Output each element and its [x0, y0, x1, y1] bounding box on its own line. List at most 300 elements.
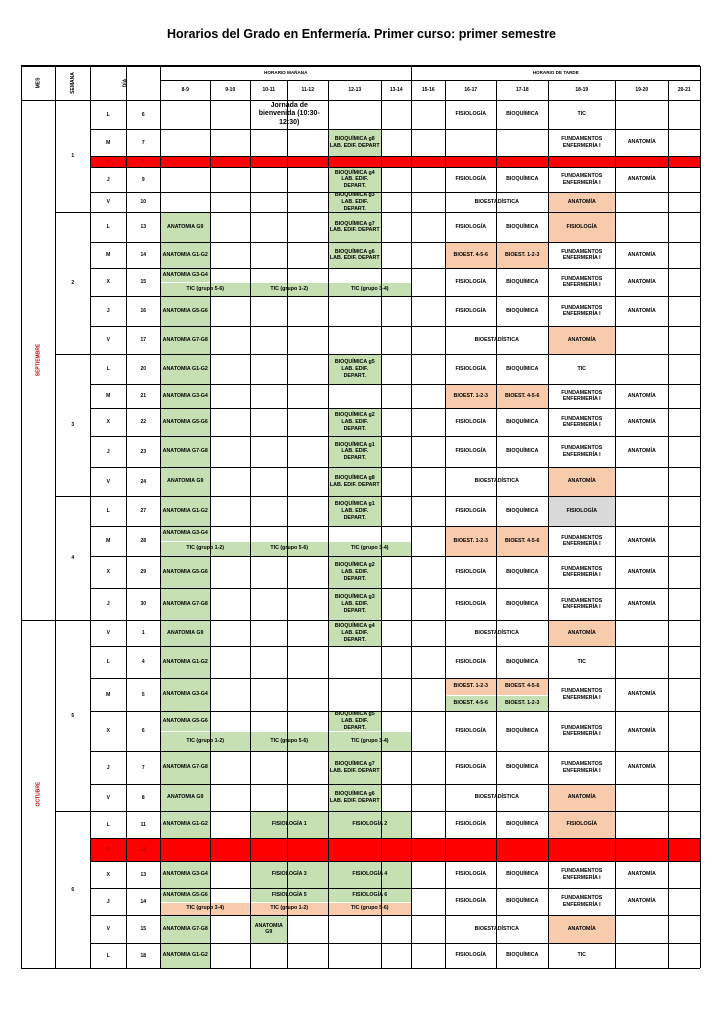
class-entry: BIOQUÍMICA g8 LAB. EDIF. DEPART — [329, 130, 382, 157]
class-entry: TIC — [577, 365, 587, 372]
class-entry: ANATOMÍA — [549, 785, 616, 812]
class-entry: FISIOLOGÍA — [455, 821, 487, 828]
holiday-bar — [161, 839, 701, 862]
row-line — [90, 556, 700, 557]
row-line — [90, 888, 700, 889]
class-entry: TIC (grupo 1-2) — [251, 283, 329, 297]
day-letter: J — [106, 764, 110, 771]
slot-header: 8-9 — [181, 87, 189, 94]
class-entry: BIOQUÍMICA — [506, 223, 539, 230]
class-entry: TIC (grupo 5-6) — [329, 903, 412, 916]
class-entry: FISIOLOGÍA — [455, 418, 487, 425]
class-entry: ANATOMÍA — [627, 392, 656, 399]
class-entry: ANATOMIA G9 — [161, 213, 211, 243]
day-number: 10 — [140, 199, 147, 206]
week-number: 4 — [71, 555, 75, 562]
class-entry: BIOQUÍMICA — [506, 418, 539, 425]
slot-header: 16-17 — [464, 87, 478, 94]
slot-header: 15-16 — [421, 87, 435, 94]
class-entry: ANATOMIA G3-G4 — [161, 862, 211, 889]
row-line — [90, 751, 700, 752]
class-entry: ANATOMÍA — [627, 568, 656, 575]
class-entry: FISIOLOGÍA — [455, 898, 487, 905]
day-letter: X — [106, 871, 110, 878]
row-line — [90, 968, 700, 969]
class-entry: ANATOMÍA — [627, 307, 656, 314]
row-line — [90, 212, 700, 213]
class-entry: BIOQUÍMICA — [506, 365, 539, 372]
class-entry: BIOQUÍMICA — [506, 568, 539, 575]
day-number: 13 — [140, 224, 147, 231]
row-line — [90, 156, 700, 157]
class-entry: BIOESTADÍSTICA — [474, 925, 519, 932]
class-entry: BIOQUÍMICA g6 LAB. EDIF. DEPART — [329, 243, 382, 269]
class-entry: FISIOLOGÍA — [455, 223, 487, 230]
class-entry: BIOEST. 4-5-6 — [497, 679, 549, 696]
day-number: 17 — [140, 337, 147, 344]
day-letter: L — [106, 659, 110, 666]
header-line — [160, 80, 700, 81]
day-header: DÍA — [122, 78, 128, 88]
class-entry: BIOQUÍMICA g3 LAB. EDIF. DEPART. — [329, 589, 382, 621]
day-number: 24 — [140, 478, 147, 485]
class-entry: ANATOMIA G1-G2 — [161, 355, 211, 385]
class-entry: FISIOLOGÍA — [455, 448, 487, 455]
day-number: 7 — [141, 764, 145, 771]
class-entry: ANATOMÍA — [627, 251, 656, 258]
day-letter: V — [106, 630, 110, 637]
month-line — [21, 968, 55, 969]
day-letter: V — [106, 199, 110, 206]
row-line — [90, 129, 700, 130]
row-line — [90, 384, 700, 385]
class-entry: FISIOLOGÍA — [455, 871, 487, 878]
class-entry: FISIOLOGÍA 3 — [251, 862, 329, 889]
day-number: 27 — [140, 508, 147, 515]
week-line — [55, 496, 90, 497]
week-header: SEMANA — [69, 72, 76, 94]
column-line — [700, 66, 701, 968]
class-entry: ANATOMÍA — [549, 468, 616, 497]
week-line — [55, 620, 90, 621]
week-line — [55, 968, 90, 969]
column-line — [445, 80, 446, 968]
row-line — [90, 678, 700, 679]
week-line — [55, 811, 90, 812]
class-entry: ANATOMIA G1-G2 — [161, 497, 211, 527]
class-entry: FISIOLOGÍA 4 — [329, 862, 412, 889]
row-line — [90, 711, 700, 712]
class-entry: TIC — [577, 111, 587, 118]
class-entry: FUNDAMENTOS ENFERMERÍA I — [561, 445, 603, 458]
slot-header: 18-19 — [575, 87, 589, 94]
class-entry: ANATOMIA G3-G4 — [161, 679, 211, 712]
class-entry: FUNDAMENTOS ENFERMERÍA I — [561, 761, 603, 774]
day-number: 29 — [140, 569, 147, 576]
class-entry: BIOEST. 4-5-6 — [497, 385, 549, 409]
class-entry: FISIOLOGÍA — [549, 213, 616, 243]
class-entry: BIOQUÍMICA g5 LAB. EDIF. DEPART. — [329, 712, 382, 732]
column-line — [328, 80, 329, 968]
table-top-border — [21, 66, 700, 67]
class-entry: Jornada de bienvenida (10:30-12:30) — [258, 101, 320, 127]
day-letter: L — [106, 821, 110, 828]
class-entry: ANATOMIA G5-G6 — [161, 889, 211, 903]
class-entry: ANATOMÍA — [627, 418, 656, 425]
row-line — [90, 296, 700, 297]
day-number: 12 — [127, 839, 161, 862]
class-entry: BIOQUÍMICA — [506, 278, 539, 285]
class-entry: FUNDAMENTOS ENFERMERÍA I — [561, 173, 603, 186]
class-entry: BIOQUÍMICA — [506, 952, 539, 959]
class-entry: BIOEST. 4-5-6 — [497, 527, 549, 557]
day-letter: V — [106, 478, 110, 485]
day-number: 20 — [140, 366, 147, 373]
class-entry: ANATOMÍA — [549, 193, 616, 213]
class-entry: TIC (grupo 1-2) — [161, 732, 251, 752]
class-entry: FISIOLOGÍA 1 — [251, 812, 329, 839]
class-entry: BIOESTADÍSTICA — [474, 336, 519, 343]
slot-header: 19-20 — [635, 87, 649, 94]
class-entry: TIC (grupo 3-4) — [161, 903, 251, 916]
class-entry: ANATOMIA G7-G8 — [161, 589, 211, 621]
class-entry: FISIOLOGÍA — [455, 111, 487, 118]
row-line — [90, 861, 700, 862]
day-number: 23 — [140, 448, 147, 455]
day-number: 14 — [140, 252, 147, 259]
class-entry: FISIOLOGÍA — [455, 600, 487, 607]
day-number: 30 — [140, 601, 147, 608]
column-line — [126, 66, 127, 968]
row-line — [90, 242, 700, 243]
class-entry: BIOESTADÍSTICA — [474, 629, 519, 636]
row-line — [90, 268, 700, 269]
class-entry: ANATOMÍA — [627, 691, 656, 698]
class-entry: FUNDAMENTOS ENFERMERÍA I — [561, 565, 603, 579]
class-entry: FISIOLOGÍA — [455, 507, 487, 514]
row-line — [90, 646, 700, 647]
class-entry: ANATOMIA G9 — [161, 785, 211, 812]
class-entry: FISIOLOGÍA 2 — [329, 812, 412, 839]
class-entry: BIOQUÍMICA g7 LAB. EDIF. DEPART — [329, 752, 382, 785]
class-entry: BIOQUÍMICA — [506, 448, 539, 455]
class-entry: BIOQUÍMICA — [506, 507, 539, 514]
day-letter: X — [106, 569, 110, 576]
row-line — [90, 838, 700, 839]
class-entry: TIC (grupo 3-4) — [329, 542, 412, 557]
class-entry: ANATOMIA G1-G2 — [161, 812, 211, 839]
class-entry: BIOQUÍMICA — [506, 821, 539, 828]
class-entry: BIOESTADÍSTICA — [474, 198, 519, 205]
row-line — [90, 408, 700, 409]
class-entry: FUNDAMENTOS ENFERMERÍA I — [561, 534, 603, 548]
class-entry: ANATOMIA G7-G8 — [161, 752, 211, 785]
day-number: 22 — [140, 419, 147, 426]
day-number: 4 — [141, 659, 145, 666]
class-entry: FISIOLOGÍA — [455, 952, 487, 959]
day-letter: J — [106, 176, 110, 183]
class-entry: ANATOMIA G1-G2 — [161, 243, 211, 269]
class-entry: BIOQUÍMICA — [506, 111, 539, 118]
row-line — [90, 811, 700, 812]
day-number: 5 — [141, 691, 145, 698]
day-letter: M — [91, 839, 127, 862]
class-entry: FISIOLOGÍA — [455, 764, 487, 771]
class-entry: FISIOLOGÍA — [455, 658, 487, 665]
class-entry: TIC (grupo 5-6) — [161, 283, 251, 297]
column-line — [287, 80, 288, 968]
class-entry: ANATOMÍA — [549, 327, 616, 355]
slot-header: 20-21 — [677, 87, 691, 94]
week-number: 2 — [71, 280, 75, 287]
class-entry: FISIOLOGÍA — [455, 568, 487, 575]
class-entry: ANATOMIA G5-G6 — [161, 712, 211, 732]
class-entry: ANATOMIA G9 — [161, 468, 211, 497]
class-entry: BIOQUÍMICA g7 LAB. EDIF. DEPART — [329, 213, 382, 243]
class-entry: TIC (grupo 5-6) — [251, 542, 329, 557]
row-line — [90, 943, 700, 944]
class-entry: FISIOLOGÍA 6 — [329, 889, 412, 903]
class-entry: BIOQUÍMICA g4 LAB. EDIF. DEPART. — [329, 168, 382, 193]
day-number: 15 — [140, 926, 147, 933]
class-entry: ANATOMÍA — [627, 764, 656, 771]
day-number: 8 — [127, 157, 161, 168]
class-entry: BIOQUÍMICA g5 LAB. EDIF. DEPART. — [329, 355, 382, 385]
day-letter: M — [106, 691, 111, 698]
day-letter: M — [106, 538, 111, 545]
class-entry: BIOQUÍMICA — [506, 898, 539, 905]
day-number: 6 — [141, 111, 145, 118]
class-entry: ANATOMIA G5-G6 — [161, 557, 211, 589]
class-entry: ANATOMIA G1-G2 — [161, 647, 211, 679]
day-number: 16 — [140, 308, 147, 315]
week-line — [55, 354, 90, 355]
day-number: 21 — [140, 393, 147, 400]
day-number: 13 — [140, 871, 147, 878]
class-entry: ANATOMÍA — [627, 139, 656, 146]
holiday-bar — [161, 157, 701, 168]
day-number: 7 — [141, 139, 145, 146]
column-line — [411, 66, 412, 968]
class-entry: FUNDAMENTOS ENFERMERÍA I — [561, 724, 603, 738]
day-number: 8 — [141, 794, 145, 801]
class-entry: ANATOMÍA — [627, 600, 656, 607]
class-entry: TIC — [577, 952, 587, 959]
class-entry: BIOQUÍMICA g1 LAB. EDIF. DEPART. — [329, 437, 382, 468]
day-letter: V — [106, 926, 110, 933]
day-number: 9 — [141, 176, 145, 183]
column-line — [615, 80, 616, 968]
row-line — [90, 326, 700, 327]
row-line — [90, 496, 700, 497]
class-entry: BIOQUÍMICA — [506, 871, 539, 878]
class-entry: TIC — [577, 658, 587, 665]
class-entry: ANATOMÍA — [627, 176, 656, 183]
class-entry: ANATOMÍA — [627, 448, 656, 455]
class-entry: TIC (grupo 1-2) — [251, 903, 329, 916]
class-entry: FUNDAMENTOS ENFERMERÍA I — [561, 597, 603, 611]
class-entry: ANATOMÍA — [549, 916, 616, 944]
class-entry: FUNDAMENTOS ENFERMERÍA I — [561, 688, 603, 701]
class-entry: ANATOMIA G3-G4 — [161, 269, 211, 283]
class-entry: ANATOMÍA — [627, 871, 656, 878]
column-line — [250, 80, 251, 968]
day-letter: X — [106, 728, 110, 735]
row-line — [90, 192, 700, 193]
class-entry: BIOQUÍMICA — [506, 600, 539, 607]
column-line — [21, 66, 22, 968]
day-number: 14 — [140, 898, 147, 905]
class-entry: ANATOMIA G7-G8 — [161, 437, 211, 468]
class-entry: BIOEST. 4-5-6 — [446, 696, 497, 712]
class-entry: BIOQUÍMICA — [506, 176, 539, 183]
day-letter: J — [106, 601, 110, 608]
class-entry: ANATOMÍA — [627, 537, 656, 544]
class-entry: BIOESTADÍSTICA — [474, 794, 519, 801]
row-line — [90, 436, 700, 437]
row-line — [90, 784, 700, 785]
month-line — [21, 620, 55, 621]
slot-header: 17-18 — [515, 87, 529, 94]
day-letter: V — [106, 337, 110, 344]
class-entry: BIOQUÍMICA — [506, 658, 539, 665]
row-line — [90, 526, 700, 527]
class-entry: ANATOMÍA — [549, 621, 616, 647]
class-entry: TIC (grupo 3-4) — [329, 283, 412, 297]
row-line — [90, 354, 700, 355]
class-entry: ANATOMIA G3-G4 — [161, 385, 211, 409]
column-line — [90, 66, 91, 968]
class-entry: BIOEST. 1-2-3 — [497, 696, 549, 712]
day-number: 6 — [141, 728, 145, 735]
month-label: OCTUBRE — [34, 781, 41, 807]
day-letter: L — [106, 366, 110, 373]
class-entry: TIC (grupo 1-2) — [161, 542, 251, 557]
class-entry: ANATOMÍA — [627, 727, 656, 734]
day-letter: J — [106, 448, 110, 455]
day-letter: L — [106, 508, 110, 515]
class-entry: ANATOMÍA — [627, 278, 656, 285]
column-line — [55, 66, 56, 968]
class-entry: FISIOLOGÍA — [455, 307, 487, 314]
class-entry: ANATOMIA G5-G6 — [161, 409, 211, 437]
slot-header: 10-11 — [262, 87, 275, 94]
class-entry: BIOEST. 1-2-3 — [497, 243, 549, 269]
column-line — [160, 66, 161, 968]
day-number: 11 — [140, 821, 146, 828]
day-number: 1 — [141, 630, 145, 637]
column-line — [381, 80, 382, 968]
day-letter: M — [106, 393, 111, 400]
week-number: 1 — [71, 153, 75, 160]
day-number: 15 — [140, 279, 147, 286]
day-letter: V — [106, 794, 110, 801]
day-letter: M — [106, 252, 111, 259]
header-bottom-line — [21, 100, 700, 101]
slot-header: 9-10 — [225, 87, 236, 94]
class-entry: FISIOLOGÍA — [455, 278, 487, 285]
class-entry: ANATOMIA G3-G4 — [161, 527, 211, 542]
class-entry: BIOESTADÍSTICA — [474, 478, 519, 485]
class-entry: BIOQUÍMICA g8 LAB. EDIF. DEPART — [329, 468, 382, 497]
column-line — [210, 80, 211, 968]
slot-header: 13-14 — [389, 87, 403, 94]
class-entry: FISIOLOGÍA — [455, 176, 487, 183]
class-entry: ANATOMIA G7-G8 — [161, 916, 211, 944]
class-entry: FISIOLOGÍA — [549, 812, 616, 839]
row-line — [90, 467, 700, 468]
morning-header: HORARIO MAÑANA — [264, 70, 308, 76]
class-entry: FUNDAMENTOS ENFERMERÍA I — [561, 136, 603, 149]
class-entry: BIOEST. 4-5-6 — [446, 243, 497, 269]
table-top-border — [21, 65, 700, 66]
class-entry: FUNDAMENTOS ENFERMERÍA I — [561, 275, 603, 289]
class-entry: FISIOLOGÍA — [549, 497, 616, 527]
class-entry: BIOQUÍMICA g6 LAB. EDIF. DEPART — [329, 785, 382, 812]
class-entry: FUNDAMENTOS ENFERMERÍA I — [561, 868, 603, 881]
class-entry: BIOQUÍMICA g1 LAB. EDIF. DEPART. — [329, 497, 382, 527]
row-line — [90, 915, 700, 916]
week-line — [55, 212, 90, 213]
class-entry: ANATOMIA G9 — [161, 621, 211, 647]
class-entry: BIOQUÍMICA — [506, 307, 539, 314]
class-entry: BIOEST. 1-2-3 — [446, 527, 497, 557]
day-letter: X — [106, 419, 110, 426]
class-entry: FUNDAMENTOS ENFERMERÍA I — [561, 895, 603, 908]
week-line — [55, 100, 90, 101]
class-entry: ANATOMIA G9 — [251, 916, 288, 944]
day-number: 28 — [140, 538, 147, 545]
day-letter: X — [106, 279, 110, 286]
week-number: 5 — [71, 712, 75, 719]
week-number: 6 — [71, 886, 75, 893]
day-number: 18 — [140, 952, 147, 959]
column-line — [548, 80, 549, 968]
column-line — [668, 80, 669, 968]
class-entry: ANATOMIA G5-G6 — [161, 297, 211, 327]
class-entry: FISIOLOGÍA — [455, 365, 487, 372]
class-entry: ANATOMIA G1-G2 — [161, 944, 211, 969]
class-entry: TIC (grupo 3-4) — [329, 732, 412, 752]
row-line — [90, 588, 700, 589]
class-entry: FUNDAMENTOS ENFERMERÍA I — [561, 304, 603, 318]
slot-header: 12-13 — [348, 87, 362, 94]
class-entry: FISIOLOGÍA 5 — [251, 889, 329, 903]
class-entry: BIOQUÍMICA g2 LAB. EDIF. DEPART. — [329, 557, 382, 589]
day-letter: L — [106, 224, 110, 231]
class-entry: FUNDAMENTOS ENFERMERÍA I — [561, 415, 603, 429]
slot-header: 11-12 — [301, 87, 314, 94]
row-line — [90, 167, 700, 168]
day-letter: X — [91, 157, 127, 168]
class-entry: FUNDAMENTOS ENFERMERÍA I — [561, 389, 603, 403]
class-entry: BIOQUÍMICA g3 LAB. EDIF. DEPART. — [329, 193, 382, 213]
day-letter: J — [106, 898, 110, 905]
afternoon-header: HORARIO DE TARDE — [532, 70, 579, 76]
page-title: Horarios del Grado en Enfermería. Primer curso: primer semestre — [166, 27, 557, 41]
row-line — [90, 620, 700, 621]
class-entry: FUNDAMENTOS ENFERMERÍA I — [561, 248, 603, 262]
week-number: 3 — [71, 422, 75, 429]
class-entry: BIOQUÍMICA g4 LAB. EDIF. DEPART. — [329, 621, 382, 647]
day-letter: M — [106, 139, 111, 146]
day-letter: J — [106, 308, 110, 315]
class-entry: ANATOMÍA — [627, 898, 656, 905]
class-entry: BIOQUÍMICA g2 LAB. EDIF. DEPART. — [329, 409, 382, 437]
day-letter: L — [106, 111, 110, 118]
class-entry: BIOEST. 1-2-3 — [446, 385, 497, 409]
class-entry: TIC (grupo 5-6) — [251, 732, 329, 752]
